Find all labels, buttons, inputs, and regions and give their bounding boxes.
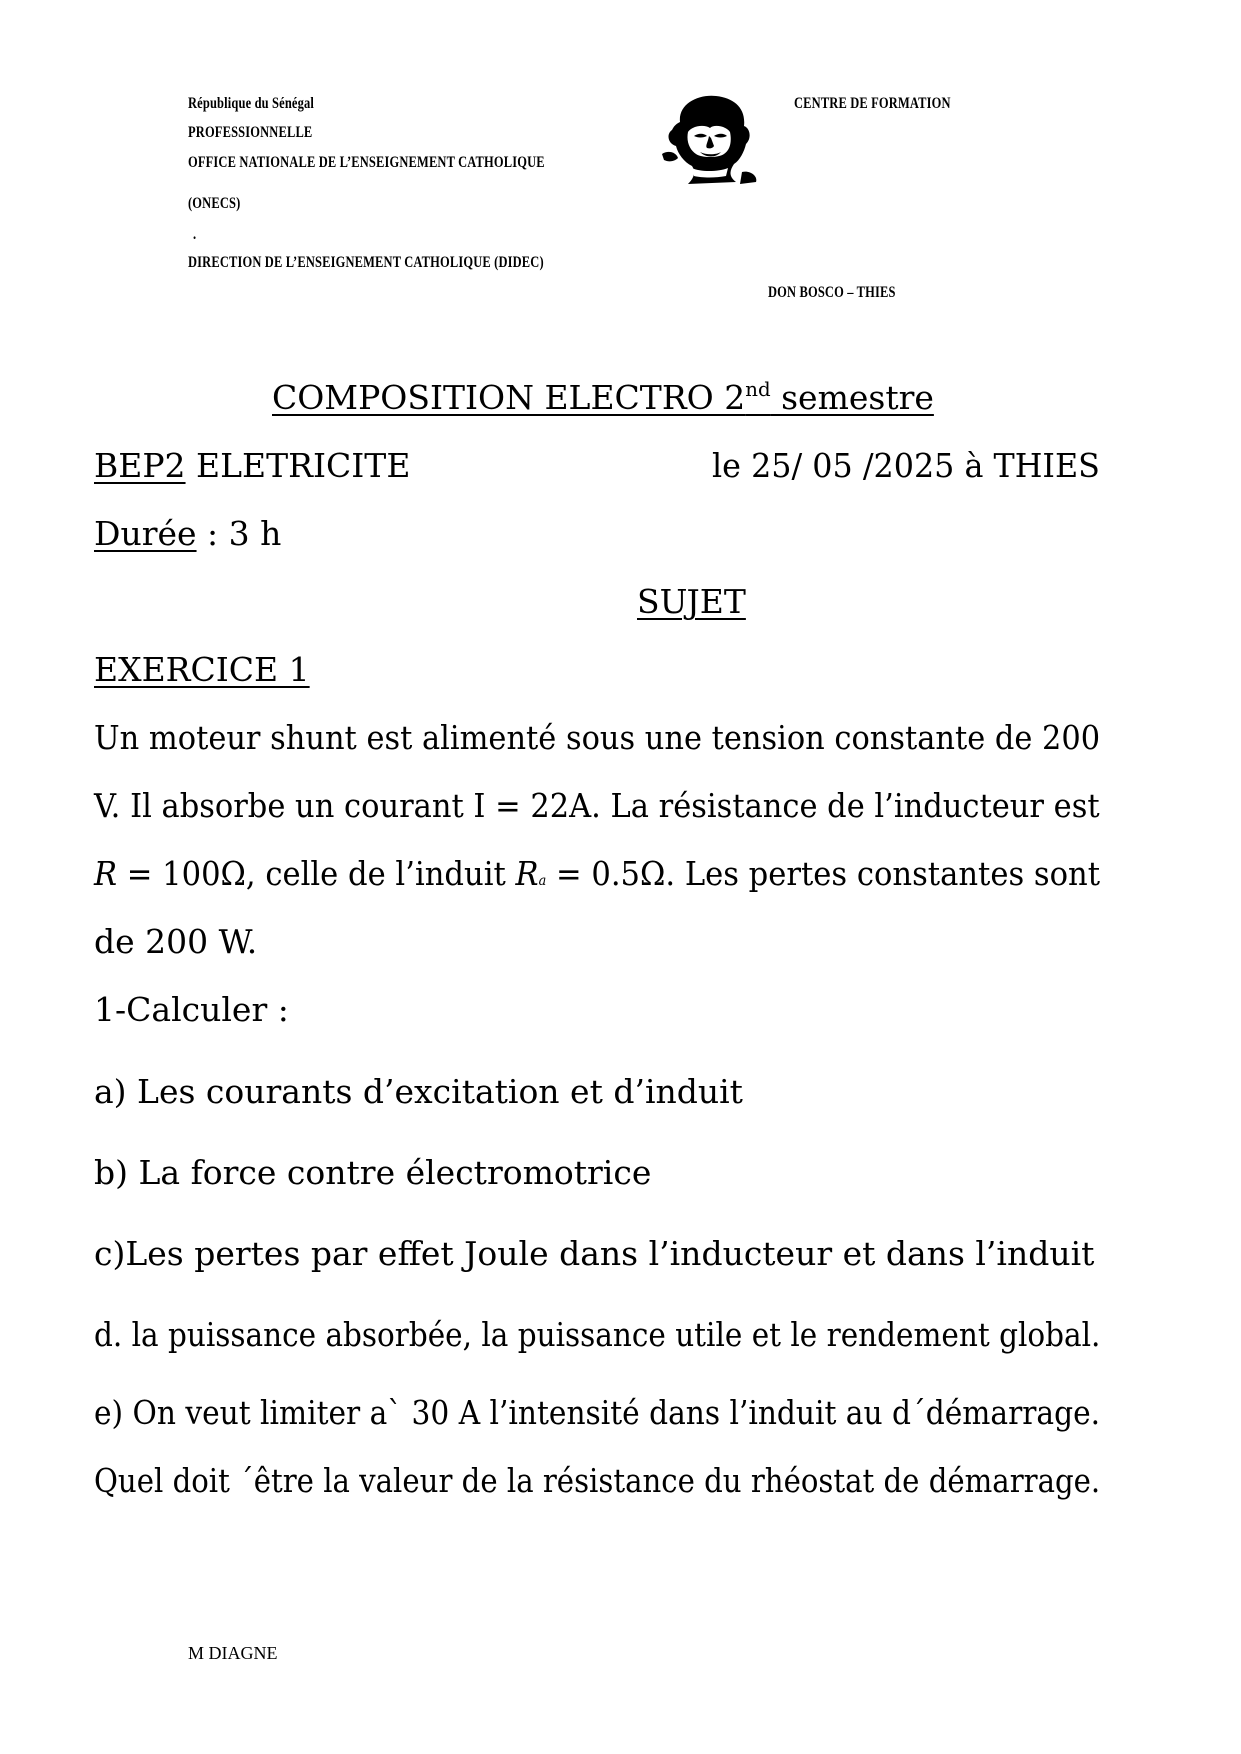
exercise-line-1: Un moteur shunt est alimenté sous une tension constante de 200 xyxy=(94,718,1101,757)
question-d: d. la puissance absorbée, la puissance utile et le rendement global. xyxy=(94,1315,1101,1354)
title-main: COMPOSITION ELECTRO 2 xyxy=(272,378,746,417)
header-line-professionnelle: PROFESSIONNELLE xyxy=(188,124,313,141)
var-ra-sub: a xyxy=(538,873,547,889)
header-line-onecs-abbr: (ONECS) xyxy=(188,195,241,212)
line3-part-a: = 100Ω, celle de l’induit xyxy=(117,854,516,893)
exercise-line-2: V. Il absorbe un courant I = 22A. La résistance de l’inducteur est xyxy=(94,786,1100,825)
question-b: b) La force contre électromotrice xyxy=(94,1153,652,1192)
duration-label: Durée xyxy=(94,514,197,553)
question-a: a) Les courants d’excitation et d’induit xyxy=(94,1072,743,1111)
calculer-label: 1-Calculer : xyxy=(94,990,289,1029)
question-e-line-2: Quel doit ´être la valeur de la résistance du rhéostat de démarrage. xyxy=(94,1461,1101,1500)
question-c: c)Les pertes par effet Joule dans l’inducteur et dans l’induit xyxy=(94,1234,1095,1273)
header-don-bosco: DON BOSCO – THIES xyxy=(768,284,896,301)
header-line-dot: . xyxy=(193,226,197,243)
header-line-republic: République du Sénégal xyxy=(188,95,315,112)
sujet-heading: SUJET xyxy=(637,582,746,621)
exercise-line-4: de 200 W. xyxy=(94,922,258,961)
footer-author: M DIAGNE xyxy=(188,1643,278,1663)
class-code: BEP2 xyxy=(94,446,186,485)
class-line xyxy=(94,446,410,485)
portrait-logo-icon xyxy=(658,92,760,186)
exam-date: le 25/ 05 /2025 à THIES xyxy=(712,446,1100,485)
var-r: R xyxy=(94,854,118,893)
exercise-line-3 xyxy=(94,854,1100,893)
header-line-onecs: OFFICE NATIONALE DE L’ENSEIGNEMENT CATHOLIQUE xyxy=(188,154,545,171)
header-line-didec: DIRECTION DE L’ENSEIGNEMENT CATHOLIQUE (DIDEC) xyxy=(188,254,544,271)
page-title xyxy=(272,378,934,417)
exercise-heading: EXERCICE 1 xyxy=(94,650,310,689)
line3-part-b: = 0.5Ω. Les pertes constantes sont xyxy=(546,854,1101,893)
title-rest: semestre xyxy=(770,378,934,417)
duration-line xyxy=(94,514,281,553)
header-centre-formation: CENTRE DE FORMATION xyxy=(794,95,951,112)
duration-value: : 3 h xyxy=(196,514,282,553)
var-ra: R xyxy=(515,854,539,893)
class-name: ELETRICITE xyxy=(185,446,411,485)
question-e-line-1: e) On veut limiter a` 30 A l’intensité dans l’induit au d´démarrage. xyxy=(94,1393,1101,1432)
title-sup: nd xyxy=(745,378,771,402)
